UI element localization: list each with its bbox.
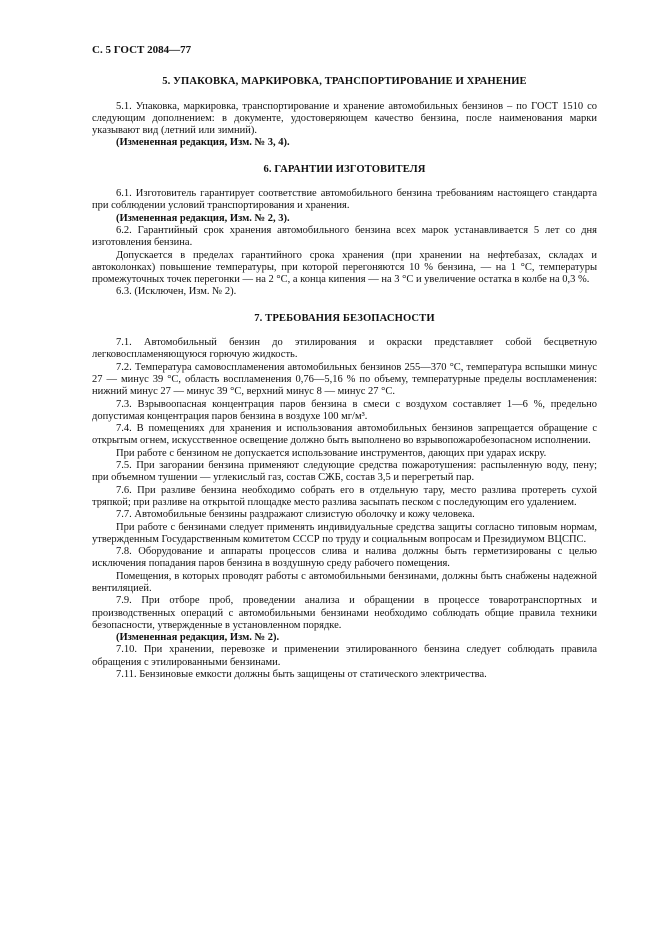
paragraph: 7.9. При отборе проб, проведении анализа и обращении в процессе товаротранспортных и производственных операций с автомобильными бензинами необходимо соблюдать общие правила техники безопасности, утвержденные в установленном порядке. [92,595,597,631]
section-packaging [92,76,597,149]
amendment-note: (Измененная редакция, Изм. № 3, 4). [116,137,290,149]
section-title: 6. ГАРАНТИИ ИЗГОТОВИТЕЛЯ [263,163,426,175]
paragraph: 7.5. При загорании бензина применяют следующие средства пожаротушения: распыленную воду, пену; при объемном тушении — углекислый газ, состав СЖБ, состав 3,5 и перегретый пар. [92,460,597,484]
paragraph: 7.7. Автомобильные бензины раздражают слизистую оболочку и кожу человека. [116,509,475,521]
section-safety [92,313,597,682]
paragraph: 7.3. Взрывоопасная концентрация паров бензина в смеси с воздухом составляет 1—6 %, предельно допустимая концентрация паров бензина в воздухе 100 мг/м³. [92,398,597,422]
paragraph: При работе с бензином не допускается использование инструментов, дающих при ударах искру. [116,447,547,459]
amendment-note: (Измененная редакция, Изм. № 2). [116,632,280,644]
section-title: 5. УПАКОВКА, МАРКИРОВКА, ТРАНСПОРТИРОВАНИЕ И ХРАНЕНИЕ [162,76,527,88]
amendment-note: (Измененная редакция, Изм. № 2, 3). [116,212,290,224]
paragraph: 7.1. Автомобильный бензин до этилирования и окраски представляет собой бесцветную легковоспламеняющуюся горючую жидкость. [92,337,597,361]
paragraph: 6.3. (Исключен, Изм. № 2). [116,286,237,298]
paragraph: Помещения, в которых проводят работы с автомобильными бензинами, должны быть снабжены надежной вентиляцией. [92,570,597,594]
page-header: С. 5 ГОСТ 2084—77 [92,44,192,56]
paragraph: 5.1. Упаковка, маркировка, транспортирование и хранение автомобильных бензинов – по ГОСТ 1510 со следующим дополнением: в документе, удостоверяющем качество бензина, после наименования марки указывают вид (летний или зимний). [92,100,597,137]
paragraph: 6.2. Гарантийный срок хранения автомобильного бензина всех марок устанавливается 5 лет со дня изготовления бензина. [92,224,597,249]
paragraph: 7.2. Температура самовоспламенения автомобильных бензинов 255—370 °С, температура вспышки минус 27 — минус 39 °С, область воспламенения 0,76—5,16 % по объему, температурные пределы воспламенения: нижний минус 27 — минус 39 °С, верхний минус 8 — минус 27 °С. [92,361,597,398]
paragraph: 7.6. При разливе бензина необходимо собрать его в отдельную тару, место разлива протереть сухой тряпкой; при разливе на открытой площадке место разлива засыпать песком с последующим его удалением. [92,484,597,508]
paragraph: 7.8. Оборудование и аппараты процессов слива и налива должны быть герметизированы с целью исключения попадания паров бензина в воздушную среду рабочего помещения. [92,546,597,570]
paragraph: 7.4. В помещениях для хранения и использования автомобильных бензинов запрещается обращение с открытым огнем, искусственное освещение должно быть выполнено во взрывопожаробезопасном исполнении. [92,423,597,447]
section-warranty [92,164,597,299]
paragraph: 6.1. Изготовитель гарантирует соответствие автомобильного бензина требованиям настоящего стандарта при соблюдении условий транспортирования и хранения. [92,188,597,212]
paragraph: Допускается в пределах гарантийного срока хранения (при хранении на нефтебазах, складах и автоколонках) повышение температуры, при которой перегоняются 10 % бензина, — на 1 °С, температуры промежуточных точек перегонки — на 2 °С, а конца кипения — на 3 °С и увеличение остатка в колбе на 0,3 %. [92,249,597,286]
paragraph: 7.10. При хранении, перевозке и применении этилированного бензина следует соблюдать правила обращения с этилированными бензинами. [92,644,597,668]
paragraph: При работе с бензинами следует применять индивидуальные средства защиты согласно типовым нормам, утвержденным Государственным комитетом СССР по труду и социальным вопросам и Президиумом ВЦСПС. [92,521,597,545]
paragraph: 7.11. Бензиновые емкости должны быть защищены от статического электричества. [116,669,487,681]
section-title: 7. ТРЕБОВАНИЯ БЕЗОПАСНОСТИ [254,312,435,324]
